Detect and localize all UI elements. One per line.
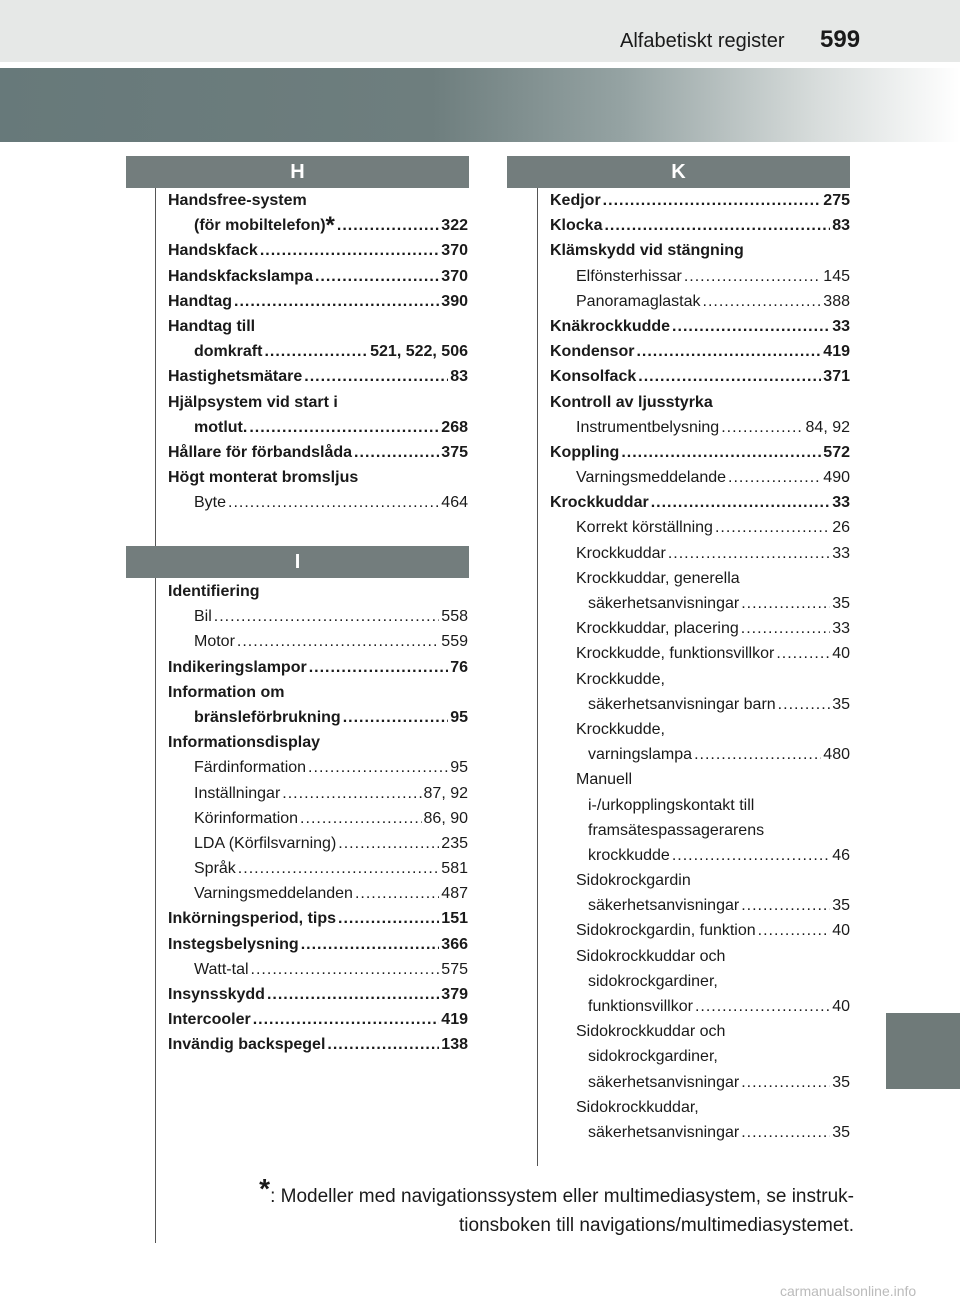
index-entry-page: 521, 522, 506 [370, 343, 468, 361]
dot-leader [338, 906, 439, 931]
index-entry-term: Information om [168, 683, 285, 701]
index-entry-term: Instegsbelysning [168, 935, 299, 953]
index-entry-term: Krockkuddar [576, 544, 666, 562]
index-entry [550, 591, 850, 616]
index-entry-page: 419 [441, 1011, 468, 1029]
dot-leader [301, 932, 440, 957]
index-entry [168, 264, 468, 289]
dot-leader [778, 692, 831, 717]
index-entry-term: säkerhetsanvisningar barn [588, 695, 776, 713]
dot-leader [228, 490, 439, 515]
index-entry-term: Varningsmeddelande [576, 469, 727, 487]
index-entry-term: Högt monterat bromsljus [168, 469, 359, 487]
index-entry [168, 1007, 468, 1032]
dot-leader [308, 755, 448, 780]
dot-leader [715, 515, 830, 540]
dot-leader [636, 339, 821, 364]
dot-leader [343, 705, 449, 730]
index-entry-term: Panoramaglastak [576, 292, 701, 310]
index-entry [168, 390, 468, 415]
index-entry [168, 604, 468, 629]
index-entry [550, 440, 850, 465]
index-entry [550, 264, 850, 289]
index-entry-page: 33 [832, 494, 850, 512]
index-entry [550, 289, 850, 314]
index-entry [550, 390, 850, 415]
index-list-k [550, 188, 850, 1145]
index-entry-page: 487 [441, 885, 468, 903]
dot-leader [758, 918, 831, 943]
index-entry-term: Kedjor [550, 192, 601, 209]
index-entry-page: 370 [441, 267, 468, 285]
index-entry [168, 238, 468, 263]
index-entry-term: Krockkuddar [550, 494, 649, 512]
dot-leader [234, 289, 439, 314]
index-entry [168, 314, 468, 339]
footnote-star: * [259, 1173, 271, 1204]
index-entry-term: Kondensor [550, 343, 635, 361]
index-entry [550, 969, 850, 994]
index-entry [550, 364, 850, 389]
index-entry-page: 575 [441, 960, 468, 978]
index-entry-term: domkraft [194, 343, 263, 361]
dot-leader [309, 655, 449, 680]
index-entry-term: Sidokrockgardin [576, 872, 691, 890]
index-entry [168, 415, 468, 440]
index-entry-term: Identifiering [168, 583, 260, 600]
index-entry-term: Krockkudde, [576, 670, 665, 688]
index-entry-term: (för mobiltelefon) [194, 217, 326, 235]
dot-leader [603, 188, 822, 213]
index-entry [550, 893, 850, 918]
chapter-thumb-tab [886, 1013, 960, 1089]
index-entry-term: LDA (Körfilsvarning) [194, 834, 337, 852]
index-entry [550, 541, 850, 566]
index-entry-page: 40 [832, 998, 850, 1015]
index-entry-page: 33 [832, 317, 850, 335]
dot-leader [694, 742, 821, 767]
index-entry-page: 46 [832, 846, 850, 864]
watermark: carmanualsonline.info [780, 1283, 917, 1299]
dot-leader [267, 982, 439, 1007]
index-entry [550, 843, 850, 868]
index-entry-page: 235 [441, 834, 468, 852]
dot-leader [214, 604, 440, 629]
index-entry-page: 26 [832, 519, 850, 537]
index-entry-term: Språk [194, 860, 236, 878]
index-entry-page: 84, 92 [805, 418, 850, 436]
index-entry-term: Koppling [550, 443, 620, 461]
index-entry [168, 831, 468, 856]
index-entry [168, 730, 468, 755]
footnote-line-2: tionsboken till navigations/multimediasystemet. [459, 1215, 854, 1236]
dot-leader [300, 806, 421, 831]
dot-leader [327, 1032, 439, 1057]
index-entry [168, 705, 468, 730]
section-header-i: I [126, 546, 469, 578]
dot-leader [741, 893, 830, 918]
dot-leader [621, 440, 821, 465]
dot-leader [776, 641, 830, 666]
index-entry-page: 95 [450, 708, 468, 726]
index-entry-term: framsätespassagerarens [588, 821, 765, 839]
dot-leader [741, 591, 830, 616]
index-entry: (för mobiltelefon) * ..... 322 [168, 213, 468, 238]
index-entry-page: 138 [441, 1036, 468, 1054]
index-entry-term: Hastighetsmätare [168, 368, 303, 386]
index-entry [550, 616, 850, 641]
index-entry-term: krockkudde [588, 846, 670, 864]
index-entry [168, 188, 468, 213]
index-entry-term: Sidokrockgardin, funktion [576, 922, 756, 940]
index-entry [550, 641, 850, 666]
index-entry-term: Sidokrockkuddar och [576, 1023, 726, 1041]
index-entry [550, 1095, 850, 1120]
dot-leader [253, 1007, 440, 1032]
index-entry [550, 1120, 850, 1145]
index-entry-page: 581 [441, 860, 468, 878]
index-entry-term: Klämskydd vid stängning [550, 242, 744, 260]
header-banner [0, 68, 960, 142]
page-title: Alfabetiskt register [620, 30, 785, 52]
index-entry [168, 289, 468, 314]
index-entry-term: Intercooler [168, 1011, 251, 1029]
index-entry [550, 213, 850, 238]
index-entry [168, 339, 468, 364]
page-number: 599 [820, 26, 861, 53]
index-entry [550, 1019, 850, 1044]
index-entry [550, 515, 850, 540]
index-entry-page: 35 [832, 595, 850, 612]
index-entry-term: motlut. [194, 418, 248, 436]
index-entry-term: Watt-tal [194, 960, 249, 978]
index-entry-page: 35 [832, 695, 850, 713]
index-entry-term: Varningsmeddelanden [194, 885, 353, 903]
index-entry [168, 881, 468, 906]
index-entry [550, 238, 850, 263]
index-entry [550, 188, 850, 213]
index-entry [168, 629, 468, 654]
left-column-rule [155, 186, 156, 1243]
index-entry-page: 559 [441, 633, 468, 651]
index-entry-term: Elfönsterhissar [576, 267, 682, 285]
index-entry [168, 1032, 468, 1057]
index-entry-term: Krockkuddar, generella [576, 569, 740, 587]
index-entry-term: säkerhetsanvisningar [588, 595, 740, 612]
index-entry-term: Manuell [576, 771, 633, 789]
index-entry-term: varningslampa [588, 746, 693, 764]
index-entry [550, 868, 850, 893]
dot-leader [338, 831, 439, 856]
right-column-rule [537, 186, 538, 1166]
dot-leader [668, 541, 830, 566]
index-entry [550, 1070, 850, 1095]
index-entry-page: 151 [441, 910, 468, 928]
dot-leader [238, 856, 440, 881]
index-entry-term: Färdinformation [194, 759, 307, 777]
index-entry-page: 464 [441, 494, 468, 512]
index-entry-page: 390 [441, 292, 468, 310]
index-entry [550, 465, 850, 490]
index-entry-term: Sidokrockkuddar och [576, 947, 726, 965]
index-entry-term: Konsolfack [550, 368, 637, 386]
index-entry [168, 579, 468, 604]
index-entry-term: Byte [194, 494, 227, 512]
index-entry-term: bränsleförbrukning [194, 708, 341, 726]
index-entry-page: 490 [823, 469, 850, 487]
index-entry-page: 322 [441, 217, 468, 235]
index-entry-term: Krockkudde, funktionsvillkor [576, 645, 775, 663]
index-entry-term: Körinformation [194, 809, 299, 827]
index-entry [168, 440, 468, 465]
dot-leader [282, 781, 421, 806]
index-entry-term: Handskfackslampa [168, 267, 313, 285]
index-entry-page: 35 [832, 1123, 850, 1141]
index-entry [550, 994, 850, 1019]
index-entry-page: 40 [832, 922, 850, 940]
index-entry-term: funktionsvillkor [588, 998, 693, 1015]
section-header-h: H [126, 156, 469, 188]
index-entry-term: Krockkuddar, placering [576, 620, 739, 638]
section-header-k: K [507, 156, 850, 188]
index-entry-term: Handtag [168, 292, 232, 310]
index-entry [168, 957, 468, 982]
index-entry-page: 480 [823, 746, 850, 764]
index-entry [168, 781, 468, 806]
index-entry-term: Inställningar [194, 784, 281, 802]
index-entry [550, 692, 850, 717]
index-entry-term: i-/urkopplingskontakt till [588, 796, 755, 814]
dot-leader [741, 1070, 830, 1095]
index-entry [168, 906, 468, 931]
dot-leader [304, 364, 448, 389]
index-entry [168, 364, 468, 389]
index-entry-term: säkerhetsanvisningar [588, 1073, 740, 1091]
index-entry [550, 767, 850, 792]
index-entry-term: Bil [194, 608, 212, 626]
index-entry [550, 742, 850, 767]
dot-leader [672, 314, 830, 339]
index-entry-term: Korrekt körställning [576, 519, 713, 537]
index-entry-page: 86, 90 [423, 809, 468, 827]
dot-leader [651, 490, 831, 515]
index-entry [168, 982, 468, 1007]
index-entry-page: 388 [823, 292, 850, 310]
index-entry [550, 717, 850, 742]
index-entry-term: Klocka [550, 217, 603, 235]
index-entry-page: 33 [832, 620, 850, 638]
index-list-i [168, 579, 468, 1058]
index-entry-page: 370 [441, 242, 468, 260]
footnote-line-1: : Modeller med navigationssystem eller multimediasystem, se instruk- [270, 1186, 854, 1207]
index-entry [550, 490, 850, 515]
index-entry-term: sidokrockgardiner, [588, 972, 718, 990]
dot-leader [741, 616, 830, 641]
index-list-h [168, 188, 468, 515]
dot-leader [741, 1120, 830, 1145]
index-entry-page: 419 [823, 343, 850, 361]
dot-leader [695, 994, 830, 1019]
dot-leader [728, 465, 821, 490]
index-entry-page: 558 [441, 608, 468, 626]
index-entry-page: 76 [450, 658, 468, 676]
index-entry-term: Knäkrockkudde [550, 317, 671, 335]
index-entry [168, 932, 468, 957]
dot-leader [260, 238, 439, 263]
index-entry-term: Handtag till [168, 317, 256, 335]
index-entry [550, 339, 850, 364]
index-entry [550, 944, 850, 969]
index-entry-term: Kontroll av ljusstyrka [550, 393, 713, 411]
dot-leader [703, 289, 822, 314]
dot-leader [315, 264, 439, 289]
index-entry [168, 465, 468, 490]
dot-leader [354, 440, 439, 465]
index-entry-term: Hjälpsystem vid start i [168, 393, 338, 411]
index-entry [550, 918, 850, 943]
index-entry [550, 566, 850, 591]
index-entry-page: 95 [450, 759, 468, 777]
index-entry-term: Handskfack [168, 242, 258, 260]
index-entry-page: 572 [823, 443, 850, 461]
index-entry-page: 145 [823, 267, 850, 285]
index-entry [550, 667, 850, 692]
index-entry-page: 375 [441, 443, 468, 461]
index-entry [168, 490, 468, 515]
index-entry-term: Krockkudde, [576, 720, 665, 738]
index-entry-page: 371 [823, 368, 850, 386]
index-entry-term: Inkörningsperiod, tips [168, 910, 337, 928]
dot-leader [355, 881, 439, 906]
index-entry-term: Invändig backspegel [168, 1036, 326, 1054]
index-entry-term: Handsfree-system [168, 192, 307, 209]
dot-leader [684, 264, 821, 289]
dot-leader [337, 213, 439, 238]
index-entry-page: 40 [832, 645, 850, 663]
index-entry [550, 1044, 850, 1069]
dot-leader [251, 957, 440, 982]
index-entry-page: 268 [441, 418, 468, 436]
index-entry [550, 415, 850, 440]
index-entry-page: 33 [832, 544, 850, 562]
dot-leader [638, 364, 821, 389]
index-entry-page: 83 [832, 217, 850, 235]
dot-leader [604, 213, 830, 238]
index-entry [168, 655, 468, 680]
index-entry-term: säkerhetsanvisningar [588, 897, 740, 915]
index-entry-term: Motor [194, 633, 235, 651]
footnote [150, 1173, 854, 1240]
index-entry-term: Sidokrockkuddar, [576, 1098, 699, 1116]
index-entry-page: 366 [441, 935, 468, 953]
index-entry-page: 275 [823, 192, 850, 209]
index-entry [550, 314, 850, 339]
index-entry-term: sidokrockgardiner, [588, 1048, 718, 1066]
index-entry-term: Hållare för förbandslåda [168, 443, 353, 461]
index-entry [550, 818, 850, 843]
index-entry [168, 755, 468, 780]
index-entry-term: Informationsdisplay [168, 734, 321, 752]
dot-leader [721, 415, 803, 440]
top-bar [0, 0, 960, 62]
index-entry-page: 35 [832, 897, 850, 915]
dot-leader [672, 843, 830, 868]
index-entry [550, 793, 850, 818]
index-entry [168, 856, 468, 881]
index-entry [168, 806, 468, 831]
index-entry-page: 87, 92 [423, 784, 468, 802]
index-entry-page: 83 [450, 368, 468, 386]
index-entry-term: Instrumentbelysning [576, 418, 720, 436]
index-entry-term: säkerhetsanvisningar [588, 1123, 740, 1141]
index-entry-term: Insynsskydd [168, 986, 265, 1003]
index-entry-page: 379 [441, 986, 468, 1003]
dot-leader [264, 339, 368, 364]
index-entry [168, 680, 468, 705]
dot-leader [237, 629, 439, 654]
index-entry-page: 35 [832, 1073, 850, 1091]
dot-leader [249, 415, 439, 440]
index-entry-term: Indikeringslampor [168, 658, 307, 676]
